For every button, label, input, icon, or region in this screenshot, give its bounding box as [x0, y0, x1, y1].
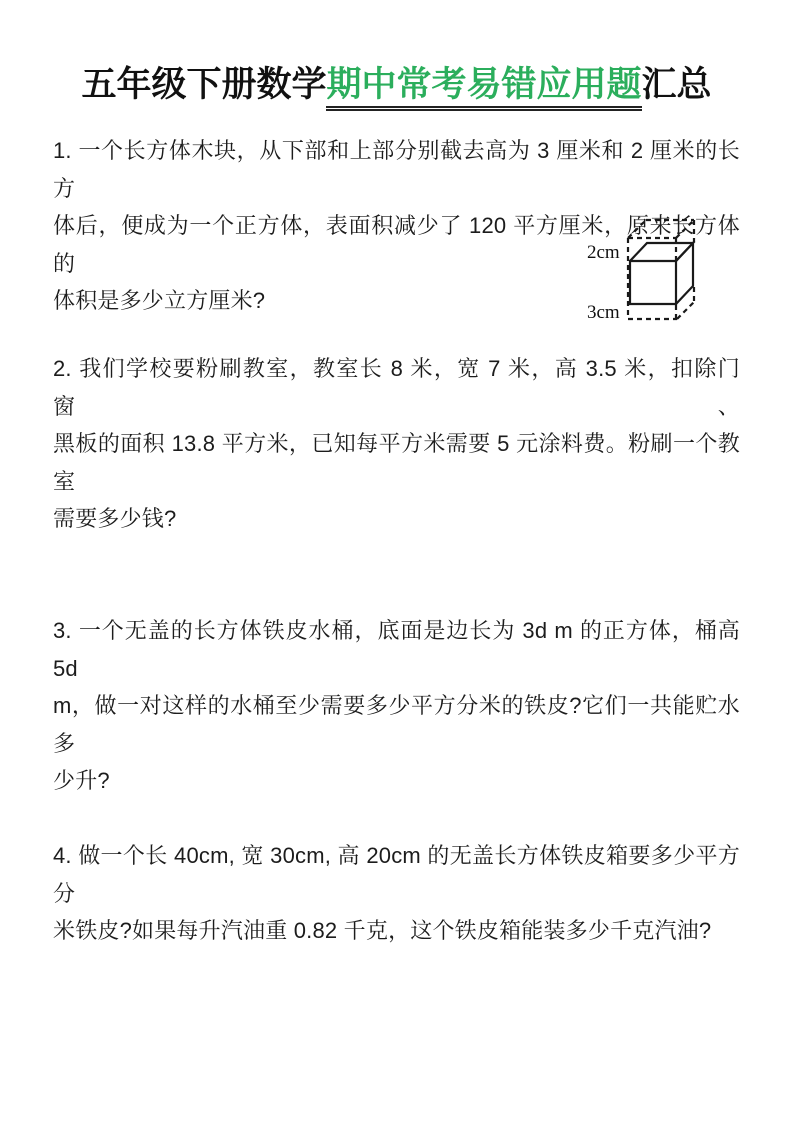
cube-solid-edges: [630, 243, 693, 304]
problem-2-line-3: 需要多少钱?: [53, 506, 177, 531]
bottom-cut-height-label: 3cm: [587, 302, 620, 323]
top-cut-height-label: 2cm: [587, 242, 620, 263]
problem-4: [53, 837, 740, 950]
cuboid-diagram: [583, 214, 723, 332]
problem-1-line-1: 1. 一个长方体木块，从下部和上部分别截去高为 3 厘米和 2 厘米的长方: [53, 138, 740, 201]
title-highlight: 期中常考易错应用题: [326, 64, 641, 111]
problem-4-line-1: 4. 做一个长 40cm, 宽 30cm, 高 20cm 的无盖长方体铁皮箱要多少平方分: [53, 843, 740, 906]
problem-4-line-2: 米铁皮?如果每升汽油重 0.82 千克，这个铁皮箱能装多少千克汽油?: [53, 918, 712, 943]
title-suffix: 汇总: [641, 65, 712, 104]
page-title: [0, 64, 793, 111]
problem-2: [53, 350, 740, 538]
problem-1-line-2: 体后，便成为一个正方体，表面积减少了 120 平方厘米，原来长方体的: [53, 213, 740, 276]
problem-2-line-2: 黑板的面积 13.8 平方米，已知每平方米需要 5 元涂料费。粉刷一个教室: [53, 431, 740, 494]
problem-3-line-3: 少升?: [53, 768, 110, 793]
problem-2-line-1: 2. 我们学校要粉刷教室，教室长 8 米，宽 7 米，高 3.5 米，扣除门窗、: [53, 356, 740, 419]
problem-3-line-1: 3. 一个无盖的长方体铁皮水桶，底面是边长为 3d m 的正方体，桶高 5d: [53, 618, 740, 681]
problem-3: [53, 612, 740, 800]
problem-1-line-3: 体积是多少立方厘米?: [53, 288, 266, 313]
problem-3-line-2: m，做一对这样的水桶至少需要多少平方分米的铁皮?它们一共能贮水多: [53, 693, 740, 756]
title-prefix: 五年级下册数学: [81, 65, 327, 104]
